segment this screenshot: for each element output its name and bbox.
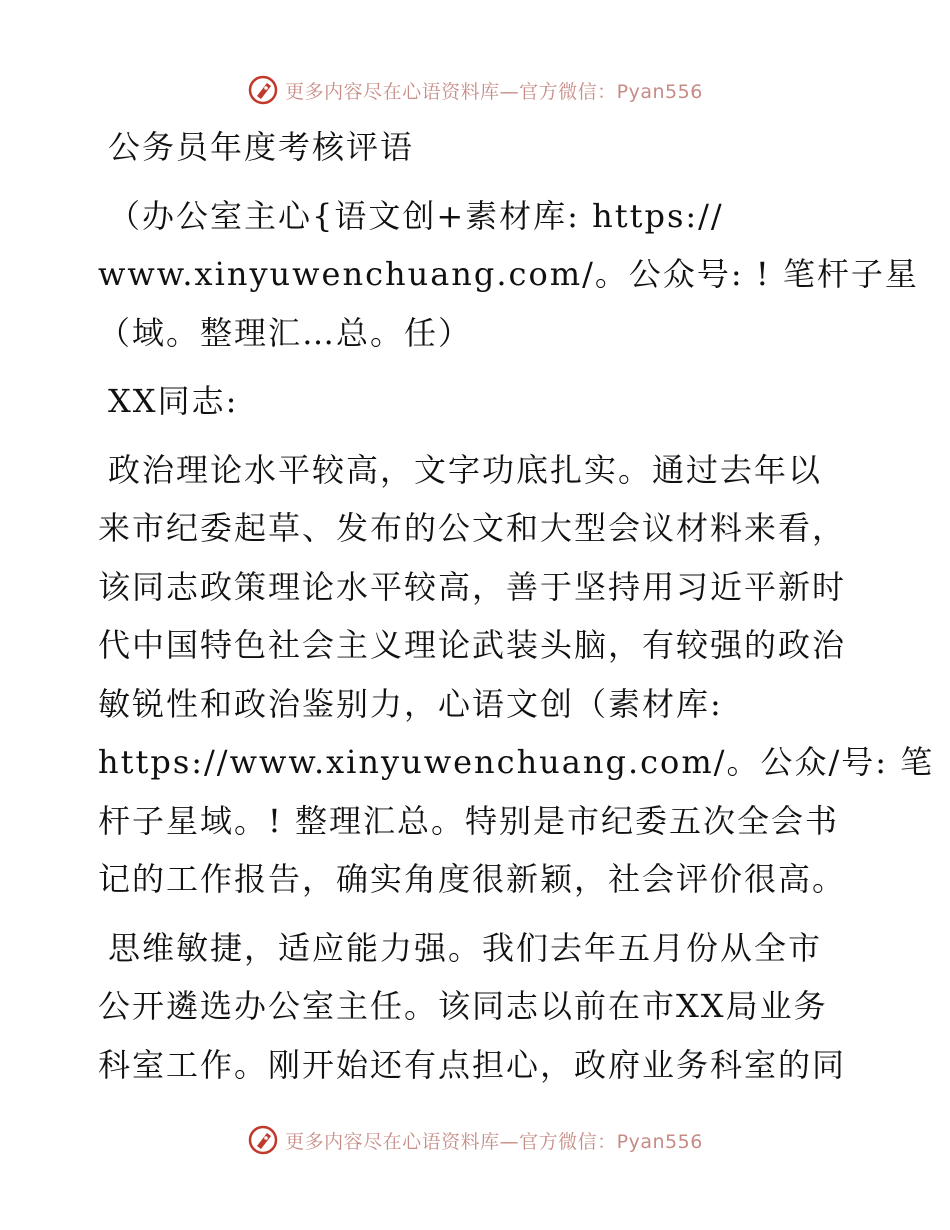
- paragraph2-line: 公开遴选办公室主任。该同志以前在市XX局业务: [98, 987, 828, 1025]
- watermark-text: 更多内容尽在心语资料库—官方微信：Pyan556: [285, 80, 703, 103]
- salutation: XX同志:: [108, 382, 239, 420]
- paragraph1-line: https://www.xinyuwenchuang.com/。公众/号: 笔: [98, 743, 935, 781]
- paragraph2-line: 科室工作。刚开始还有点担心，政府业务科室的同: [98, 1045, 847, 1084]
- document-title: 公务员年度考核评语: [108, 128, 415, 166]
- paragraph1-line: 杆子星域。! 整理汇总。特别是市纪委五次全会书: [98, 801, 840, 840]
- pen-nib-circle-icon: [247, 1124, 279, 1156]
- paragraph1-line: 敏锐性和政治鉴别力，心语文创（素材库:: [98, 684, 723, 723]
- paragraph1-line: 政治理论水平较高，文字功底扎实。通过去年以: [108, 450, 823, 489]
- paragraph1-line: 来市纪委起草、发布的公文和大型会议材料来看，: [98, 509, 847, 547]
- intro-line-1: （办公室主心{语文创+素材库: https://: [108, 196, 724, 235]
- paragraph1-line: 该同志政策理论水平较高，善于坚持用习近平新时: [98, 567, 847, 606]
- document-body: [98, 118, 935, 1094]
- pen-nib-circle-icon: [247, 74, 279, 106]
- header-watermark-banner: [0, 70, 950, 110]
- paragraph1-line: 代中国特色社会主义理论武装头脑，有较强的政治: [98, 626, 847, 664]
- watermark-text: 更多内容尽在心语资料库—官方微信：Pyan556: [285, 1130, 703, 1153]
- intro-line-3: （域。整理汇…总。任）: [98, 313, 473, 352]
- paragraph1-line: 记的工作报告，确实角度很新颖，社会评价很高。: [98, 860, 847, 898]
- footer-watermark-banner: [0, 1120, 950, 1160]
- intro-line-2: www.xinyuwenchuang.com/。公众号: ! 笔杆子星: [98, 255, 919, 293]
- paragraph2-line: 思维敏捷，适应能力强。我们去年五月份从全市: [108, 928, 823, 967]
